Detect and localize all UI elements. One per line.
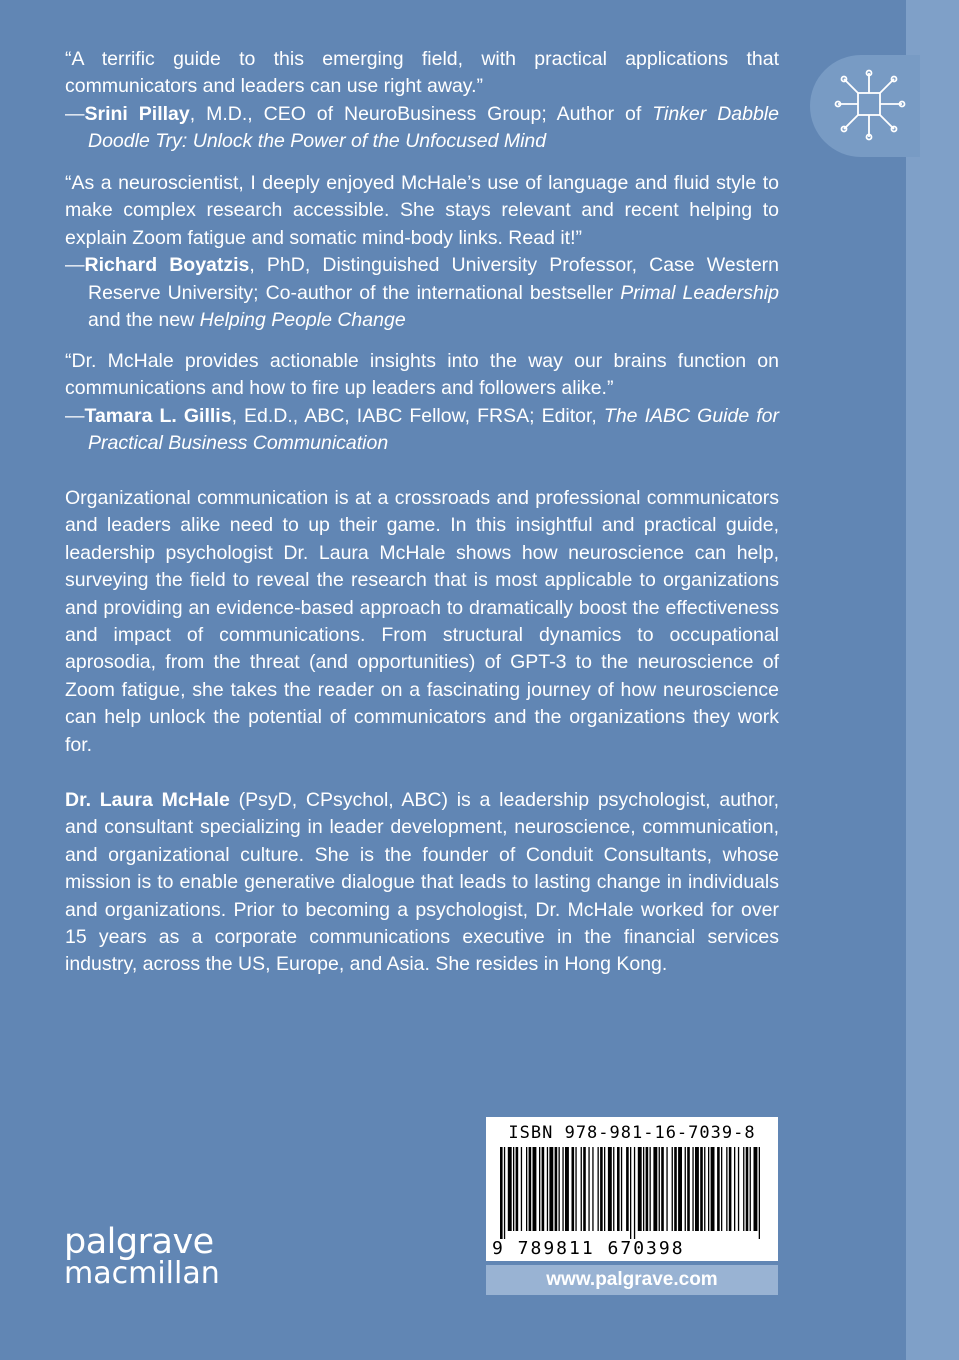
- quote-author: Richard Boyatzis: [84, 254, 250, 277]
- logo-macmillan: macmillan: [64, 1256, 220, 1291]
- description-text: Organizational communication is at a crossroads and professional communicators and leaders alike need to up their game. In this insightful and practical guide, leadership psychologist Dr. Laura McHale shows how neuroscience can help, surveying the field to reveal the research that is most applicable to organizations and providing an evidence-based approach to dramatically boost the effectiveness and impact of communications. From structural dynamics to occupational aprosodia, from the threat (and opportunities) of GPT-3 to the neuroscience of Zoom fatigue, she takes the reader on a fascinating journey of how neuroscience can help unlock the potential of communicators and the organizations they work for.: [65, 487, 779, 756]
- barcode-bar: [729, 1147, 732, 1231]
- barcode-bar: [608, 1147, 612, 1231]
- isbn-label: ISBN 978-981-16-7039-8: [508, 1123, 756, 1143]
- barcode-bar: [581, 1147, 582, 1231]
- barcode-bar: [565, 1147, 569, 1231]
- quote-book-title-2: Helping People Change: [199, 309, 406, 332]
- barcode-bar: [555, 1147, 558, 1231]
- barcode-bar: [685, 1147, 686, 1231]
- barcode-bar: [743, 1147, 744, 1231]
- barcode-bar: [600, 1147, 603, 1231]
- barcode-bar: [646, 1147, 649, 1231]
- quote-author: Srini Pillay: [84, 102, 190, 125]
- barcode-digits: 9 789811 670398: [492, 1238, 685, 1259]
- palgrave-emblem: [810, 55, 920, 157]
- barcode-bar: [643, 1147, 644, 1231]
- barcode-bars: [500, 1147, 764, 1239]
- barcode-bar: [613, 1147, 614, 1231]
- publisher-logo: [64, 1222, 220, 1291]
- barcode-bar: [659, 1147, 660, 1231]
- barcode-bar: [711, 1147, 715, 1231]
- barcode-bar: [700, 1147, 703, 1231]
- quote-attribution: —Tamara L. Gillis, Ed.D., ABC, IABC Fellow, FRSA; Editor, The IABC Guide for Practical Business Communication: [65, 404, 779, 455]
- quote-2: [65, 170, 779, 334]
- barcode-bar: [562, 1147, 563, 1231]
- barcode-bar: [717, 1147, 720, 1231]
- barcode-bar: [542, 1147, 545, 1231]
- quote-3: [65, 348, 779, 458]
- barcode-bar: [678, 1147, 682, 1231]
- barcode-bar: [638, 1147, 642, 1231]
- barcode-bar: [529, 1147, 532, 1231]
- barcode-bar: [526, 1147, 527, 1231]
- barcode-bar: [617, 1147, 620, 1231]
- barcode-bar: [738, 1147, 739, 1231]
- barcode-bar: [513, 1147, 514, 1231]
- quote-text: “A terrific guide to this emerging field, with practical applications that communicators and leaders can use right away.”: [65, 48, 779, 98]
- quote-book-title: Primal Leadership: [620, 281, 779, 304]
- barcode-bar: [583, 1147, 586, 1231]
- barcode-bar: [750, 1147, 751, 1231]
- quote-text: “As a neuroscientist, I deeply enjoyed McHale’s use of language and fluid style to make complex research accessible. She stays relevant and recent helping to explain Zoom fatigue and somatic mind-body links. Read it!”: [65, 172, 779, 249]
- barcode-bar: [704, 1147, 705, 1231]
- barcode-bar: [672, 1147, 673, 1231]
- spine-strip: [906, 0, 959, 1360]
- barcode-bar: [508, 1147, 512, 1231]
- quote-author: Tamara L. Gillis: [84, 404, 232, 427]
- barcode-bar: [674, 1147, 677, 1231]
- barcode-bar: [661, 1147, 664, 1231]
- barcode-bar: [626, 1147, 629, 1231]
- barcode-bar: [504, 1147, 505, 1239]
- barcode-bar: [516, 1147, 519, 1231]
- isbn-barcode: [486, 1117, 778, 1261]
- barcode-bar: [653, 1147, 657, 1231]
- barcode-bar: [572, 1147, 575, 1231]
- barcode-bar: [588, 1147, 589, 1231]
- barcode-bar: [539, 1147, 540, 1231]
- quote-book-title: The IABC Guide for Practical Business Communication: [88, 404, 779, 455]
- barcode-bar: [692, 1147, 693, 1231]
- barcode-bar: [708, 1147, 709, 1231]
- barcode-bar: [721, 1147, 722, 1231]
- barcode-bar: [695, 1147, 699, 1231]
- barcode-bar: [759, 1147, 760, 1239]
- book-description: [65, 485, 779, 759]
- barcode-bar: [598, 1147, 599, 1231]
- barcode-bar: [630, 1147, 631, 1239]
- barcode-bar: [726, 1147, 727, 1231]
- barcode-bar: [575, 1147, 576, 1231]
- network-icon: [830, 65, 910, 145]
- barcode-bar: [500, 1147, 503, 1239]
- logo-palgrave: palgrave: [64, 1222, 214, 1262]
- quote-1: [65, 46, 779, 156]
- barcode-bar: [592, 1147, 593, 1231]
- barcode-bar: [604, 1147, 605, 1231]
- barcode-bar: [650, 1147, 651, 1231]
- barcode-bar: [687, 1147, 690, 1231]
- bio-text: (PsyD, CPsychol, ABC) is a leadership psychologist, author, and consultant specializing in leader development, neuroscience, communication, and organizational culture. She is the founder of Conduit Consultants, whose mission is to enable generative dialogue that leads to lasting change in individuals and organizations. Prior to becoming a psychologist, Dr. McHale worked for over 15 years as a corporate communications executive in the financial services industry, across the US, Europe, and Asia. She resides in Hong Kong.: [65, 789, 779, 976]
- author-name: Dr. Laura McHale: [65, 789, 230, 811]
- barcode-bar: [734, 1147, 735, 1231]
- quote-book-title: Tinker Dabble Doodle Try: Unlock the Power of the Unfocused Mind: [88, 102, 779, 153]
- barcode-bar: [547, 1147, 548, 1231]
- quote-text: “Dr. McHale provides actionable insights into the way our brains function on communications and how to fire up leaders and followers alike.”: [65, 350, 779, 400]
- barcode-bar: [754, 1147, 758, 1231]
- barcode-bar: [549, 1147, 553, 1231]
- barcode-bar: [533, 1147, 537, 1231]
- barcode-bar: [666, 1147, 667, 1231]
- barcode-bar: [634, 1147, 635, 1239]
- barcode-bar: [746, 1147, 749, 1231]
- author-bio: [65, 787, 779, 979]
- publisher-url[interactable]: www.palgrave.com: [486, 1265, 778, 1295]
- barcode-bar: [559, 1147, 560, 1231]
- barcode-bar: [521, 1147, 522, 1231]
- quote-attribution: —Richard Boyatzis, PhD, Distinguished University Professor, Case Western Reserve University; Co-author of the international bestseller Primal Leadership and the new Helping People Change: [65, 254, 780, 332]
- quote-attribution: —Srini Pillay, M.D., CEO of NeuroBusiness Group; Author of Tinker Dabble Doodle Try: Unlock the Power of the Unfocused Mind: [65, 102, 779, 153]
- barcode-bar: [621, 1147, 622, 1231]
